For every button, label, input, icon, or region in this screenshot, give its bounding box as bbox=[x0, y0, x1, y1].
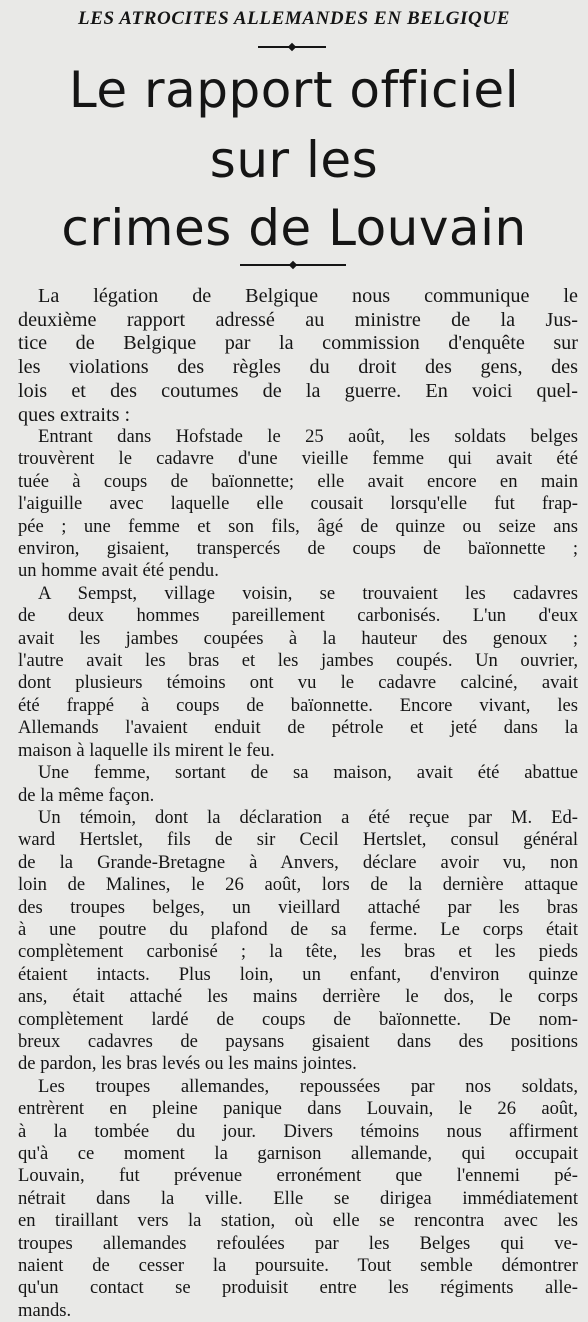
body-line: qu'un contact se produisit entre les régiments alle- bbox=[18, 1277, 578, 1299]
body-line: Une femme, sortant de sa maison, avait été abattue bbox=[38, 762, 578, 784]
lead-paragraph bbox=[18, 285, 578, 427]
lead-line: deuxième rapport adressé au ministre de la Jus- bbox=[18, 308, 578, 331]
top-rule bbox=[258, 46, 326, 48]
body-line: trouvèrent le cadavre d'une vieille femme qui avait été bbox=[18, 448, 578, 470]
body-line: avait les jambes coupées à la hauteur des genoux ; bbox=[18, 627, 578, 649]
body-line: complètement lardé de coups de baïonnette. De nom- bbox=[18, 1008, 578, 1030]
lead-line: ques extraits : bbox=[18, 403, 131, 426]
body-line: loin de Malines, le 26 août, lors de la dernière attaque bbox=[18, 874, 578, 896]
body-line: des troupes belges, un vieillard attaché par les bras bbox=[18, 896, 578, 918]
body-line: naient de cesser la poursuite. Tout semble démontrer bbox=[18, 1255, 578, 1277]
body-line: l'aiguille avec laquelle elle cousait lorsqu'elle fut frap- bbox=[18, 493, 578, 515]
body-line: Entrant dans Hofstade le 25 août, les soldats belges bbox=[38, 426, 578, 447]
body-line: troupes allemandes refoulées par les Belges qui ve- bbox=[18, 1232, 578, 1254]
body-line: nétrait dans la ville. Elle se dirigea immédiatement bbox=[18, 1187, 578, 1209]
body-line: mands. bbox=[18, 1299, 72, 1321]
body-line: de la même façon. bbox=[18, 784, 155, 806]
body-line: ward Hertslet, fils de sir Cecil Hertslet, consul général bbox=[18, 829, 578, 851]
body-line: été frappé à coups de baïonnette. Encore vivant, les bbox=[18, 694, 578, 716]
headline-line-1: Le rapport officiel bbox=[68, 61, 520, 119]
body-line: étaient intacts. Plus loin, un enfant, d'environ quinze bbox=[18, 963, 578, 985]
body-line: à la tombée du jour. Divers témoins nous affirment bbox=[18, 1120, 578, 1142]
body-line: à une poutre du plafond de sa ferme. Le corps était bbox=[18, 918, 578, 940]
body-line: breux cadavres de paysans gisaient dans des positions bbox=[18, 1030, 578, 1052]
body-line: complètement carbonisé ; la tête, les bras et les pieds bbox=[18, 941, 578, 963]
body-line: Louvain, fut prévenue erronément que l'ennemi pé- bbox=[18, 1165, 578, 1187]
body-line: l'autre avait les bras et les jambes coupés. Un ouvrier, bbox=[18, 650, 578, 672]
headline-line-2: sur les bbox=[209, 131, 379, 189]
body-line: Un témoin, dont la déclaration a été reçue par M. Ed- bbox=[38, 806, 578, 828]
body-line: dont plusieurs témoins ont vu le cadavre calciné, avait bbox=[18, 672, 578, 694]
body-line: maison à laquelle ils mirent le feu. bbox=[18, 739, 275, 761]
body-line: Allemands l'avaient enduit de pétrole et jeté dans la bbox=[18, 717, 578, 739]
headline-rule bbox=[240, 264, 346, 266]
body-line: de deux hommes pareillement carbonisés. L'un d'eux bbox=[18, 605, 578, 627]
body-line: tuée à coups de baïonnette; elle avait encore en main bbox=[18, 470, 578, 492]
lead-line: La légation de Belgique nous communique le bbox=[38, 285, 578, 307]
body-line: de pardon, les bras levés ou les mains jointes. bbox=[18, 1053, 357, 1075]
body-line: de la Grande-Bretagne à Anvers, déclare avoir vu, non bbox=[18, 851, 578, 873]
rule-ornament bbox=[289, 261, 297, 269]
body-line: Les troupes allemandes, repoussées par nos soldats, bbox=[38, 1075, 578, 1097]
body-line: qu'à ce moment la garnison allemande, qui occupait bbox=[18, 1143, 578, 1164]
body-line: un homme avait été pendu. bbox=[18, 560, 219, 582]
headline-line-3: crimes de Louvain bbox=[61, 199, 527, 257]
lead-line: lois et des coutumes de la guerre. En voici quel- bbox=[18, 379, 578, 402]
kicker-heading: LES ATROCITES ALLEMANDES EN BELGIQUE bbox=[78, 8, 510, 29]
lead-line: les violations des règles du droit des gens, des bbox=[18, 356, 578, 379]
body-line: ans, était attaché les mains derrière le dos, le corps bbox=[18, 986, 578, 1008]
body-line: en tiraillant vers la station, où elle se rencontra avec les bbox=[18, 1210, 578, 1232]
body-line: entrèrent en pleine panique dans Louvain, le 26 août, bbox=[18, 1098, 578, 1120]
body-line: environ, gisaient, transpercés de coups de baïonnette ; bbox=[18, 538, 578, 560]
article-body bbox=[18, 426, 578, 1322]
lead-line: tice de Belgique par la commission d'enquête sur bbox=[18, 332, 578, 355]
body-line: pée ; une femme et son fils, âgé de quinze ou seize ans bbox=[18, 515, 578, 537]
rule-ornament bbox=[288, 43, 296, 51]
body-line: A Sempst, village voisin, se trouvaient les cadavres bbox=[38, 582, 578, 604]
